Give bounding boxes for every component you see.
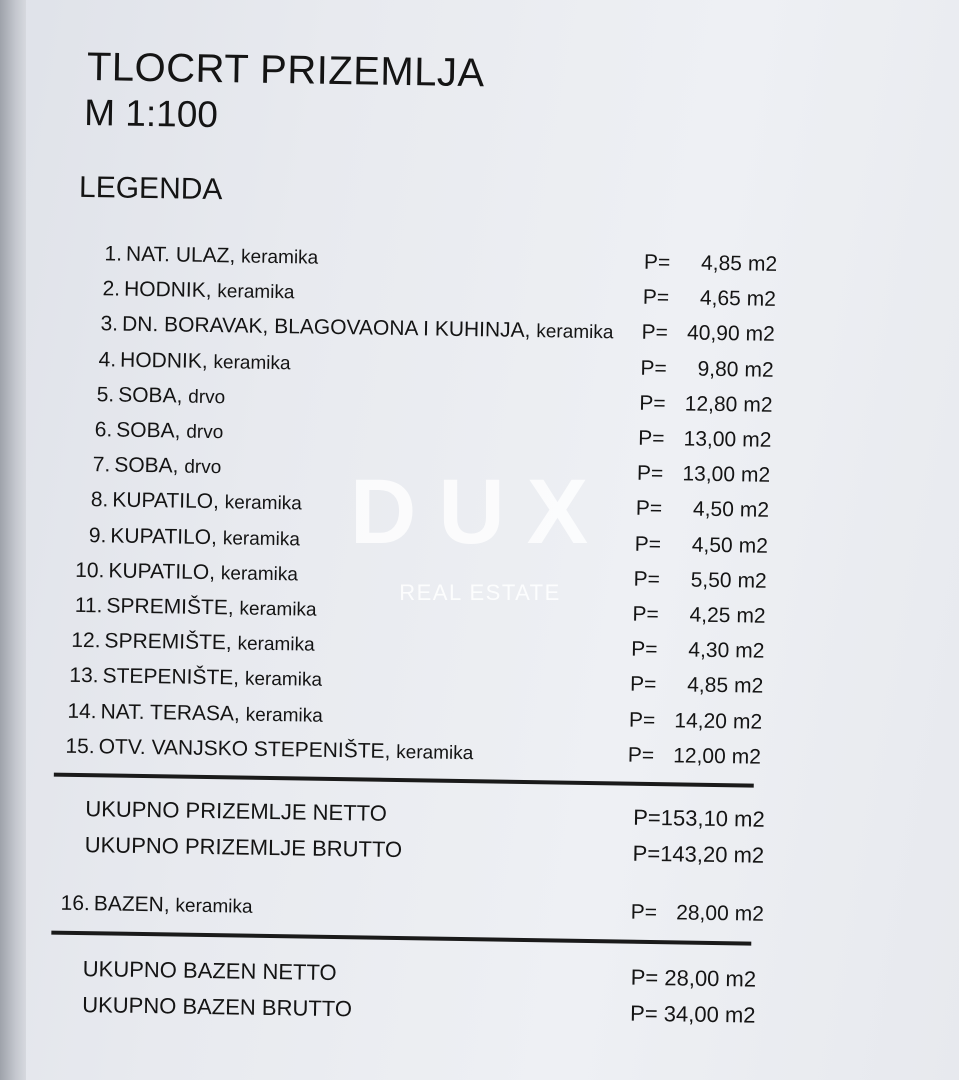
room-number: 3.	[100, 312, 119, 336]
room-number: 5.	[96, 383, 115, 407]
room-area: P= 5,50 m2	[633, 567, 767, 593]
room-row-pool	[46, 886, 806, 932]
room-name: KUPATILO, keramika	[108, 559, 299, 586]
room-name: SOBA, drvo	[114, 453, 222, 479]
room-area: P= 4,25 m2	[632, 602, 766, 628]
room-number: 2.	[102, 277, 121, 301]
room-number: 10.	[75, 558, 105, 583]
room-area: P= 13,00 m2	[636, 461, 771, 487]
room-area: P= 4,50 m2	[635, 497, 770, 523]
total-area: P=143,20 m2	[632, 840, 765, 868]
room-name: KUPATILO, keramika	[112, 488, 302, 515]
room-name: HODNIK, keramika	[123, 277, 295, 304]
room-name: SPREMIŠTE, keramika	[104, 629, 315, 656]
room-name: BAZEN, keramika	[93, 892, 253, 918]
room-number: 8.	[90, 488, 109, 512]
scale-label: M 1:100	[83, 91, 219, 136]
legend-heading: LEGENDA	[78, 170, 223, 207]
total-label: UKUPNO BAZEN NETTO	[82, 956, 337, 986]
room-name: HODNIK, keramika	[119, 348, 291, 374]
room-number: 7.	[92, 453, 111, 477]
room-number: 14.	[67, 699, 97, 723]
room-number: 4.	[98, 347, 117, 372]
room-number: 16.	[60, 891, 90, 916]
total-area: P= 28,00 m2	[630, 964, 757, 992]
total-label: UKUPNO PRIZEMLJE NETTO	[85, 796, 387, 826]
room-number: 12.	[71, 629, 101, 653]
divider-line	[54, 773, 754, 788]
total-area: P=153,10 m2	[633, 804, 765, 832]
legend-sheet	[5, 0, 959, 1080]
room-name: KUPATILO, keramika	[110, 524, 301, 551]
room-name: SPREMIŠTE, keramika	[106, 594, 317, 621]
room-area: P= 4,30 m2	[631, 637, 765, 663]
room-name: SOBA, drvo	[116, 418, 224, 444]
room-area: P= 40,90 m2	[641, 321, 775, 347]
room-area: P= 4,50 m2	[634, 532, 769, 558]
room-name: DN. BORAVAK, BLAGOVAONA I KUHINJA, keramika	[121, 313, 614, 344]
room-name: SOBA, drvo	[118, 383, 226, 409]
room-area: P= 4,85 m2	[629, 673, 764, 699]
room-number: 1.	[104, 242, 123, 266]
room-name: NAT. ULAZ, keramika	[125, 242, 319, 269]
total-label: UKUPNO BAZEN BRUTTO	[82, 992, 353, 1022]
room-area: P= 12,00 m2	[627, 743, 762, 769]
room-area: P= 9,80 m2	[640, 356, 774, 382]
divider-line	[51, 931, 751, 946]
room-area: P= 28,00 m2	[630, 900, 765, 926]
page-title: TLOCRT PRIZEMLJA	[86, 45, 485, 96]
room-area: P= 13,00 m2	[638, 426, 772, 452]
room-area: P= 4,65 m2	[642, 285, 777, 312]
room-area: P= 12,80 m2	[639, 391, 773, 417]
room-area: P= 14,20 m2	[628, 708, 763, 734]
room-name: NAT. TERASA, keramika	[100, 699, 323, 727]
room-number: 11.	[74, 593, 103, 618]
room-number: 9.	[88, 523, 107, 547]
total-label: UKUPNO PRIZEMLJE BRUTTO	[84, 832, 403, 863]
room-number: 15.	[65, 734, 95, 759]
watermark-subtitle: REAL ESTATE	[399, 580, 561, 605]
room-number: 13.	[69, 664, 99, 688]
room-number: 6.	[94, 418, 113, 442]
room-area: P= 4,85 m2	[643, 250, 778, 276]
room-name: OTV. VANJSKO STEPENIŠTE, keramika	[98, 735, 474, 764]
total-area: P= 34,00 m2	[629, 1000, 756, 1028]
room-name: STEPENIŠTE, keramika	[102, 664, 323, 692]
watermark-logo: DUX	[349, 461, 611, 563]
